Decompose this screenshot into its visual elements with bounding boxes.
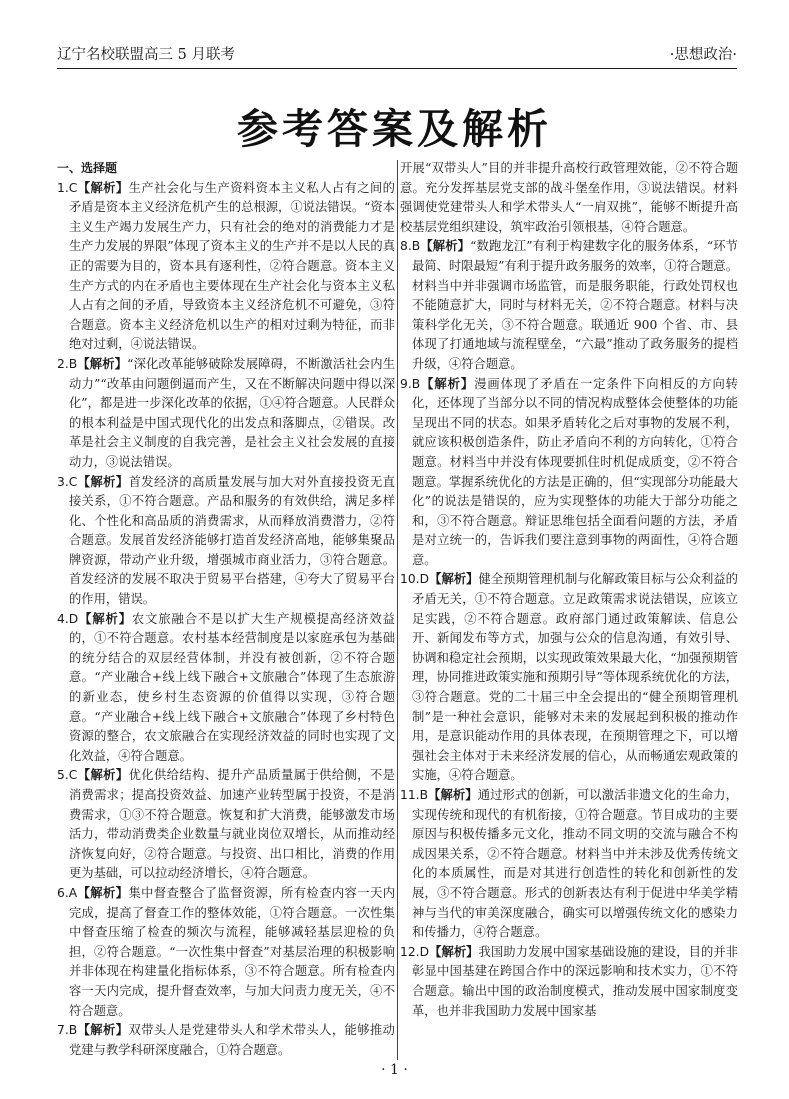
question-answer: C [68, 474, 78, 489]
question-answer: B [411, 239, 421, 254]
analysis-tag: 【解析】 [78, 611, 132, 626]
analysis-tag: 【解析】 [428, 788, 478, 802]
question-number: 12. [400, 944, 420, 959]
column-divider [397, 160, 398, 1060]
question-7-continued [400, 159, 738, 237]
question-8 [400, 237, 738, 374]
right-column [400, 159, 738, 1021]
question-answer: B [68, 1023, 78, 1038]
right-questions [400, 159, 738, 1021]
question-text: 我国助力发展中国家基础设施的建设，目的并非彰显中国基建在跨国合作中的深远影响和技术实力，①不符合题意。输出中国的政治制度模式，推动发展中国家制度变革，也并非我国助力发展中国家基 [412, 944, 738, 1018]
question-5 [57, 766, 395, 884]
question-text: 开展“双带头人”目的并非提升高校行政管理效能，②不符合题意。充分发挥基层党支部的战斗堡垒作用，③说法错误。材料强调使党建带头人和学术带头人“一肩双挑”，能够不断提升高校基层党组织建设，筑牢政治引领根基，④符合题意。 [400, 161, 738, 234]
question-number: 10. [400, 572, 420, 587]
question-text: “深化改革能够破除发展障碍，不断激活社会内生动力”“改革由问题倒逼而产生，又在不断解决问题中得以深化”，都是进一步深化改革的依据，①④符合题意。人民群众的根本利益是中国式现代化的出发点和落脚点，②错误。改革是社会主义制度的自我完善，是社会主义社会发展的直接动力，③说法错误。 [69, 356, 396, 469]
question-text: 漫画体现了矛盾在一定条件下向相反的方向转化，还体现了当部分以不同的情况构成整体会使整体的功能呈现出不同的状态。如果矛盾转化之后对事物的发展不利，就应该积极创造条件，防止矛盾向不利的方向转化，①符合题意。材料当中并没有体现要抓住时机促成质变，②不符合题意。掌握系统优化的方法是正确的，但“实现部分功能最大化”的说法是错误的，应为实现整体的功能大于部分功能之和，③不符合题意。辩证思维包括全面看问题的方法，矛盾是对立统一的，告诉我们要注意到事物的两面性，④符合题意。 [412, 376, 739, 567]
header-rule [57, 68, 737, 69]
question-7 [57, 1021, 395, 1060]
analysis-tag: 【解析】 [77, 474, 129, 489]
analysis-tag: 【解析】 [429, 944, 479, 959]
question-number: 9. [400, 376, 412, 391]
analysis-tag: 【解析】 [420, 376, 475, 391]
analysis-tag: 【解析】 [77, 356, 128, 371]
analysis-tag: 【解析】 [429, 572, 479, 587]
question-number: 4. [57, 611, 69, 626]
question-answer: D [419, 572, 430, 587]
question-text: 首发经济的高质量发展与加大对外直接投资无直接关系，①不符合题意。产品和服务的有效供给，满足多样化、个性化和高品质的消费需求，从而释放消费潜力，②符合题意。发展首发经济能够打造首发经济高地，能够集聚品牌资源，带动产业升级，增强城市商业活力，③符合题意。首发经济的发展不取决于贸易平台搭建，④夸大了贸易平台的作用，错误。 [69, 474, 395, 607]
question-2 [57, 355, 395, 473]
page-header [57, 40, 737, 64]
question-text: “数跑龙江”有利于构建数字化的服务体系，“环节最简、时限最短”有利于提升政务服务的效率，①符合题意。材料当中并非强调市场监管，而是服务职能，行政处罚权也不能随意扩大，同时与材料无关，②不符合题意。材料与决策科学化无关，③不符合题意。联通近 900 个省、市、县体现了打通地域与流程壁垒，“六最”推动了政务服务的提档升级，④符合题意。 [412, 239, 739, 371]
question-text: 通过形式的创新，可以激活非遗文化的生命力，实现传统和现代的有机衔接，①符合题意。节目成功的主要原因与积极传播多元文化，推动不同文明的交流与融合不构成因果关系，②不符合题意。材料当中并未涉及优秀传统文化的本质属性，而是对其进行创造性的转化和创新性的发展，③不符合题意。形式的创新表达有利于促进中华美学精神与当代的审美深度融合，确实可以增强传统文化的感染力和传播力，④符合题意。 [412, 788, 738, 940]
question-text: 优化供给结构、提升产品质量属于供给侧，不是消费需求；提高投资效益、加速产业转型属于投资，不是消费需求，①③不符合题意。恢复和扩大消费，能够激发市场活力，带动消费类企业数量与就业岗位双增长，从而推动经济恢复向好，②符合题意。与投资、出口相比，消费的作用更为基础，可以拉动经济增长，④符合题意。 [69, 768, 395, 881]
question-3 [57, 473, 395, 610]
question-text: 健全预期管理机制与化解政策目标与公众利益的矛盾无关，①不符合题意。立足政策需求说法错误，应该立足实践，②不符合题意。政府部门通过政策解读、信息公开、新闻发布等方式，加强与公众的信息沟通，有效引导、协调和稳定社会预期，以实现政策效果最大化，“加强预期管理，协同推进政策实施和预期引导”等体现系统优化的方法，③符合题意。党的二十届三中全会提出的“健全预期管理机制”是一种社会意识，能够对未来的发展起到积极的推动作用，是意识能动作用的具体表现，在预期管理之下，可以增强社会主体对于未来经济发展的信心，从而畅通宏观政策的实施，④符合题意。 [412, 572, 739, 783]
question-answer: C [68, 180, 78, 195]
question-text: 生产社会化与生产资料资本主义私人占有之间的矛盾是资本主义经济危机产生的总根源，①说法错误。“资本主义生产竭力发展生产力，只有社会的绝对的消费能力才是生产力发展的界限”体现了资本主义的生产并不是以人民的真正的需要为目的，资本具有逐利性，②符合题意。资本主义生产方式的内在矛盾也主要体现在生产社会化与资本主义私人占有之间的矛盾，导致资本主义经济危机不可避免，③符合题意。资本主义经济危机以生产的相对过剩为特征，而非绝对过剩，④说法错误。 [69, 180, 396, 352]
question-number: 5. [57, 768, 69, 783]
header-exam-name: 辽宁名校联盟高三 5 月联考 [57, 47, 235, 63]
question-11 [400, 786, 738, 943]
question-answer: B [419, 788, 428, 802]
question-answer: C [68, 768, 78, 783]
question-number: 7. [57, 1023, 69, 1038]
page-title: 参考答案及解析 [237, 105, 552, 153]
question-answer: A [68, 885, 78, 900]
question-number: 1. [57, 180, 69, 195]
left-questions [57, 179, 395, 1061]
question-6 [57, 884, 395, 1021]
analysis-tag: 【解析】 [77, 768, 129, 783]
analysis-tag: 【解析】 [77, 1023, 129, 1038]
question-12 [400, 943, 738, 1021]
header-subject: ·思想政治· [669, 47, 737, 63]
question-number: 11. [400, 788, 420, 802]
analysis-tag: 【解析】 [77, 180, 129, 195]
question-text: 农文旅融合不是以扩大生产规模提高经济效益的，①不符合题意。农村基本经营制度是以家庭承包为基础的统分结合的双层经营体制，并没有被创新，②不符合题意。“产业融合+线上线下融合+文旅融合”体现了生态旅游的新业态，使乡村生态资源的价值得以实现，③符合题意。“产业融合+线上线下融合+文旅融合”体现了乡村特色资源的整合，农文旅融合在实现经济效益的同时也实现了文化效益，④符合题意。 [69, 611, 395, 763]
question-10 [400, 570, 738, 786]
question-number: 8. [400, 239, 412, 254]
question-text: 双带头人是党建带头人和学术带头人，能够推动党建与教学科研深度融合，①符合题意。 [69, 1023, 395, 1057]
question-number: 2. [57, 356, 69, 371]
question-number: 3. [57, 474, 69, 489]
left-column [57, 159, 395, 1060]
question-number: 6. [57, 885, 69, 900]
question-4 [57, 610, 395, 767]
question-answer: D [68, 611, 79, 626]
question-answer: B [68, 356, 78, 371]
section-title: 一、选择题 [57, 161, 118, 175]
question-answer: B [411, 376, 421, 391]
analysis-tag: 【解析】 [77, 885, 129, 900]
page-number: · 1 · [381, 1062, 408, 1078]
question-answer: D [419, 944, 430, 959]
question-text: 集中督查整合了监督资源，所有检查内容一天内完成，提高了督查工作的整体效能，①符合题意。一次性集中督查压缩了检查的频次与流程，能够减轻基层迎检的负担，②符合题意。“一次性集中督查”对基层治理的积极影响并非体现在构建量化指标体系，③不符合题意。所有检查内容一天内完成，提升督查效率，与加大问责力度无关，④不符合题意。 [69, 885, 395, 1018]
question-9 [400, 375, 738, 571]
question-1 [57, 179, 395, 355]
analysis-tag: 【解析】 [420, 239, 471, 254]
